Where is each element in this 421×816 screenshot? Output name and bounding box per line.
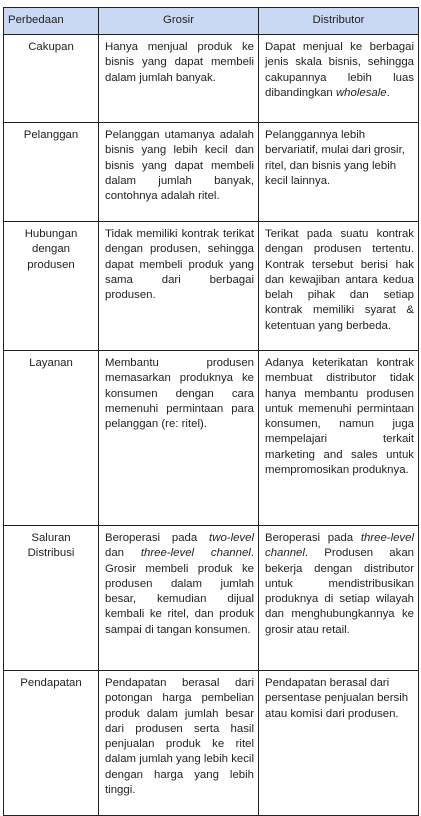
header-row — [4, 8, 419, 35]
distributor-cell: Terikat pada suatu kontrak dengan produsen tertentu. Kontrak tersebut berisi hak dan kewajiban antara kedua belah pihak dan setiap kontrak memiliki syarat & ketentuan yang berbeda. — [259, 222, 419, 351]
row-label: Pelanggan — [4, 123, 99, 222]
grosir-cell: Membantu produsen memasarkan produknya ke konsumen dengan cara memenuhi permintaan para pelanggan (re: ritel). — [99, 351, 259, 526]
grosir-text: Beroperasi pada — [105, 532, 210, 544]
distributor-cell — [259, 526, 419, 671]
table-row — [4, 671, 419, 816]
distributor-cell: Pendapatan berasal dari persentase penjualan bersih atau komisi dari produsen. — [259, 671, 419, 816]
grosir-italic: two-level — [209, 532, 254, 544]
grosir-cell — [99, 526, 259, 671]
header-perbedaan: Perbedaan — [4, 8, 99, 35]
row-label: Hubungan dengan produsen — [4, 222, 99, 351]
grosir-cell: Pendapatan berasal dari potongan harga pembelian produk dalam jumlah besar dari produsen serta hasil penjualan produk ke ritel dalam jumlah yang lebih kecil dengan harga yang lebih tinggi. — [99, 671, 259, 816]
distributor-cell: Adanya keterikatan kontrak membuat distributor tidak hanya membantu produsen untuk memenuhi permintaan konsumen, namun juga mempelajari terkait marketing and sales untuk mempromosikan produknya. — [259, 351, 419, 526]
distributor-italic: three-level channel — [265, 532, 414, 560]
comparison-table — [3, 7, 419, 816]
row-label: Cakupan — [4, 35, 99, 123]
distributor-text: Beroperasi pada — [265, 532, 361, 544]
grosir-text-end: . Grosir membeli produk ke produsen dalam jumlah besar, kemudian dijual kembali ke ritel, dan produk sampai di tangan konsumen. — [105, 547, 254, 636]
comparison-page — [3, 7, 418, 816]
grosir-italic-2: three-level channel — [140, 547, 251, 560]
grosir-text-mid: dan — [105, 547, 141, 560]
distributor-cell: Pelanggannya lebih bervariatif, mulai dari grosir, ritel, dan bisnis yang lebih kecil lainnya. — [259, 123, 419, 222]
distributor-text-end: . Produsen akan bekerja dengan distributor untuk mendistribusikan produknya di setiap wilayah dan menghubungkannya ke grosir atau retail. — [265, 547, 414, 636]
row-label: Pendapatan — [4, 671, 99, 816]
row-label: Saluran Distribusi — [4, 526, 99, 671]
table-row — [4, 222, 419, 351]
table-row — [4, 351, 419, 526]
distributor-cell — [259, 35, 419, 123]
distributor-text-end: . — [386, 86, 390, 99]
grosir-cell: Hanya menjual produk ke bisnis yang dapat membeli dalam jumlah banyak. — [99, 35, 259, 123]
header-grosir: Grosir — [99, 8, 259, 35]
distributor-italic: wholesale — [335, 86, 387, 99]
table-row — [4, 526, 419, 671]
row-label: Layanan — [4, 351, 99, 526]
grosir-cell: Tidak memiliki kontrak terikat dengan produsen, sehingga dapat membeli produk yang sama dari berbagai produsen. — [99, 222, 259, 351]
distributor-text: Dapat menjual ke berbagai jenis skala bisnis, sehingga cakupannya lebih luas dibandingkan — [265, 41, 414, 99]
table-row — [4, 123, 419, 222]
header-distributor: Distributor — [259, 8, 419, 35]
table-row — [4, 35, 419, 123]
grosir-cell: Pelanggan utamanya adalah bisnis yang lebih kecil dan bisnis yang dapat membeli dalam jumlah banyak, contohnya adalah ritel. — [99, 123, 259, 222]
